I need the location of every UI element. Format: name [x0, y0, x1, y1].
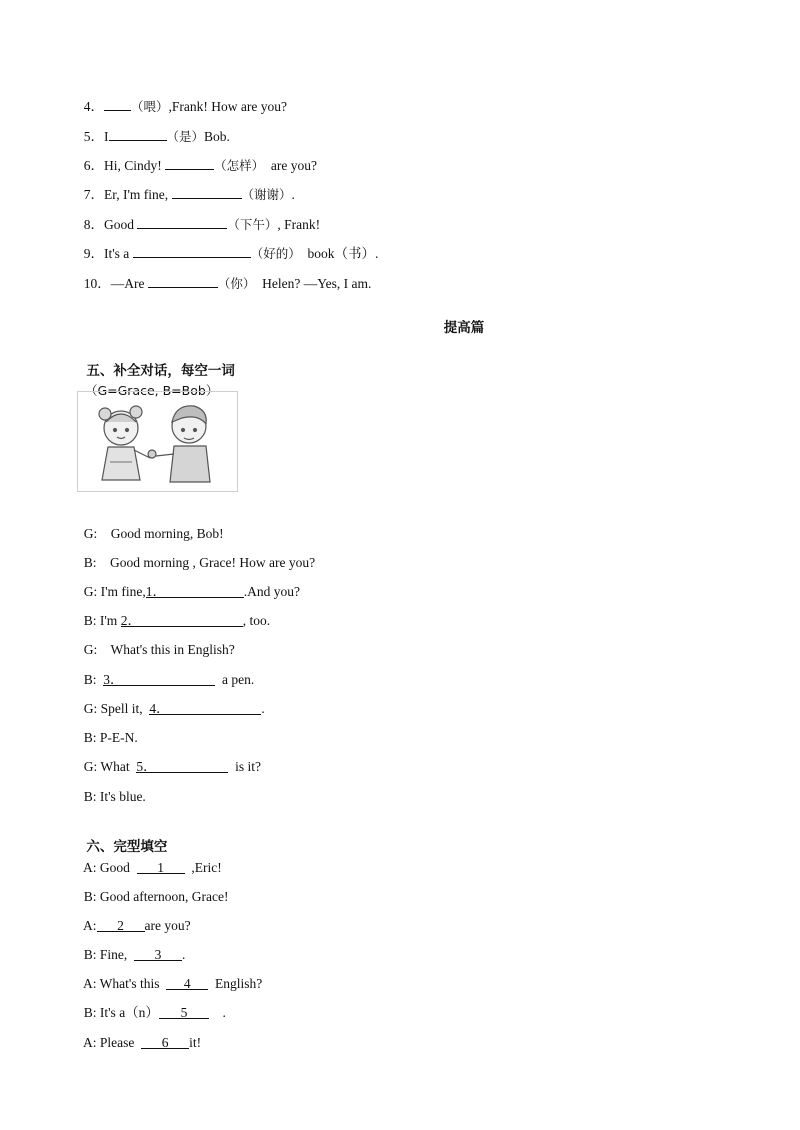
- cloze-line-2: B: Good afternoon, Grace!: [83, 889, 229, 904]
- answer-blank-5[interactable]: 5．: [136, 758, 228, 773]
- section6-heading: 六、完型填空: [86, 839, 168, 855]
- dialogue-line-2: B: Good morning , Grace! How are you?: [83, 555, 316, 570]
- question-4: 4． （喂）,Frank! How are you?: [77, 78, 287, 116]
- dialogue-line-1: G: Good morning, Bob!: [83, 526, 224, 541]
- cloze-blank-1[interactable]: 1: [137, 859, 185, 874]
- cloze-line-4: B: Fine, 3 .: [83, 947, 186, 962]
- question-6: 6．Hi, Cindy! （怎样） are you?: [77, 137, 317, 175]
- answer-blank-1[interactable]: 1．: [146, 583, 244, 598]
- dialogue-line-3: G: I'm fine,1． .And you?: [83, 584, 301, 599]
- section5-note: （G=Grace, B=Bob）: [84, 383, 219, 398]
- answer-blank-3[interactable]: 3．: [103, 671, 215, 686]
- answer-blank[interactable]: [148, 273, 218, 288]
- dialogue-line-7: G: Spell it, 4． .: [83, 701, 265, 716]
- dialogue-line-4: B: I'm 2． , too.: [83, 613, 271, 628]
- dialogue-illustration: [77, 391, 238, 492]
- dialogue-line-5: G: What's this in English?: [83, 642, 235, 657]
- cloze-line-5: A: What's this 4 English?: [83, 976, 263, 991]
- answer-blank-2[interactable]: 2．: [121, 612, 243, 627]
- question-9: 9．It's a （好的） book（书）.: [77, 225, 378, 263]
- cloze-blank-6[interactable]: 6: [141, 1034, 189, 1049]
- cloze-blank-3[interactable]: 3: [134, 946, 182, 961]
- cloze-blank-4[interactable]: 4: [166, 975, 208, 990]
- dialogue-line-9: G: What 5． is it?: [83, 759, 261, 774]
- dialogue-line-8: B: P-E-N.: [83, 730, 138, 745]
- cloze-line-1: A: Good 1 ,Eric!: [83, 860, 222, 875]
- question-7: 7．Er, I'm fine, （谢谢）.: [77, 166, 295, 204]
- cloze-line-7: A: Please 6 it!: [83, 1035, 202, 1050]
- answer-blank-4[interactable]: 4．: [149, 700, 261, 715]
- cloze-blank-2[interactable]: 2: [97, 917, 145, 932]
- cloze-line-3: A: 2 are you?: [83, 918, 191, 933]
- section-title: 提高篇: [443, 320, 485, 336]
- dialogue-line-10: B: It's blue.: [83, 789, 146, 804]
- dialogue-line-6: B: 3． a pen.: [83, 672, 255, 687]
- question-5: 5．I （是）Bob.: [77, 108, 230, 146]
- question-10: 10．—Are （你） Helen? —Yes, I am.: [77, 255, 371, 293]
- cloze-blank-5[interactable]: 5: [159, 1004, 209, 1019]
- cloze-line-6: B: It's a（n） 5 .: [83, 1005, 226, 1020]
- question-8: 8．Good （下午）, Frank!: [77, 196, 320, 234]
- section5-heading: 五、补全对话，每空一词: [86, 363, 235, 379]
